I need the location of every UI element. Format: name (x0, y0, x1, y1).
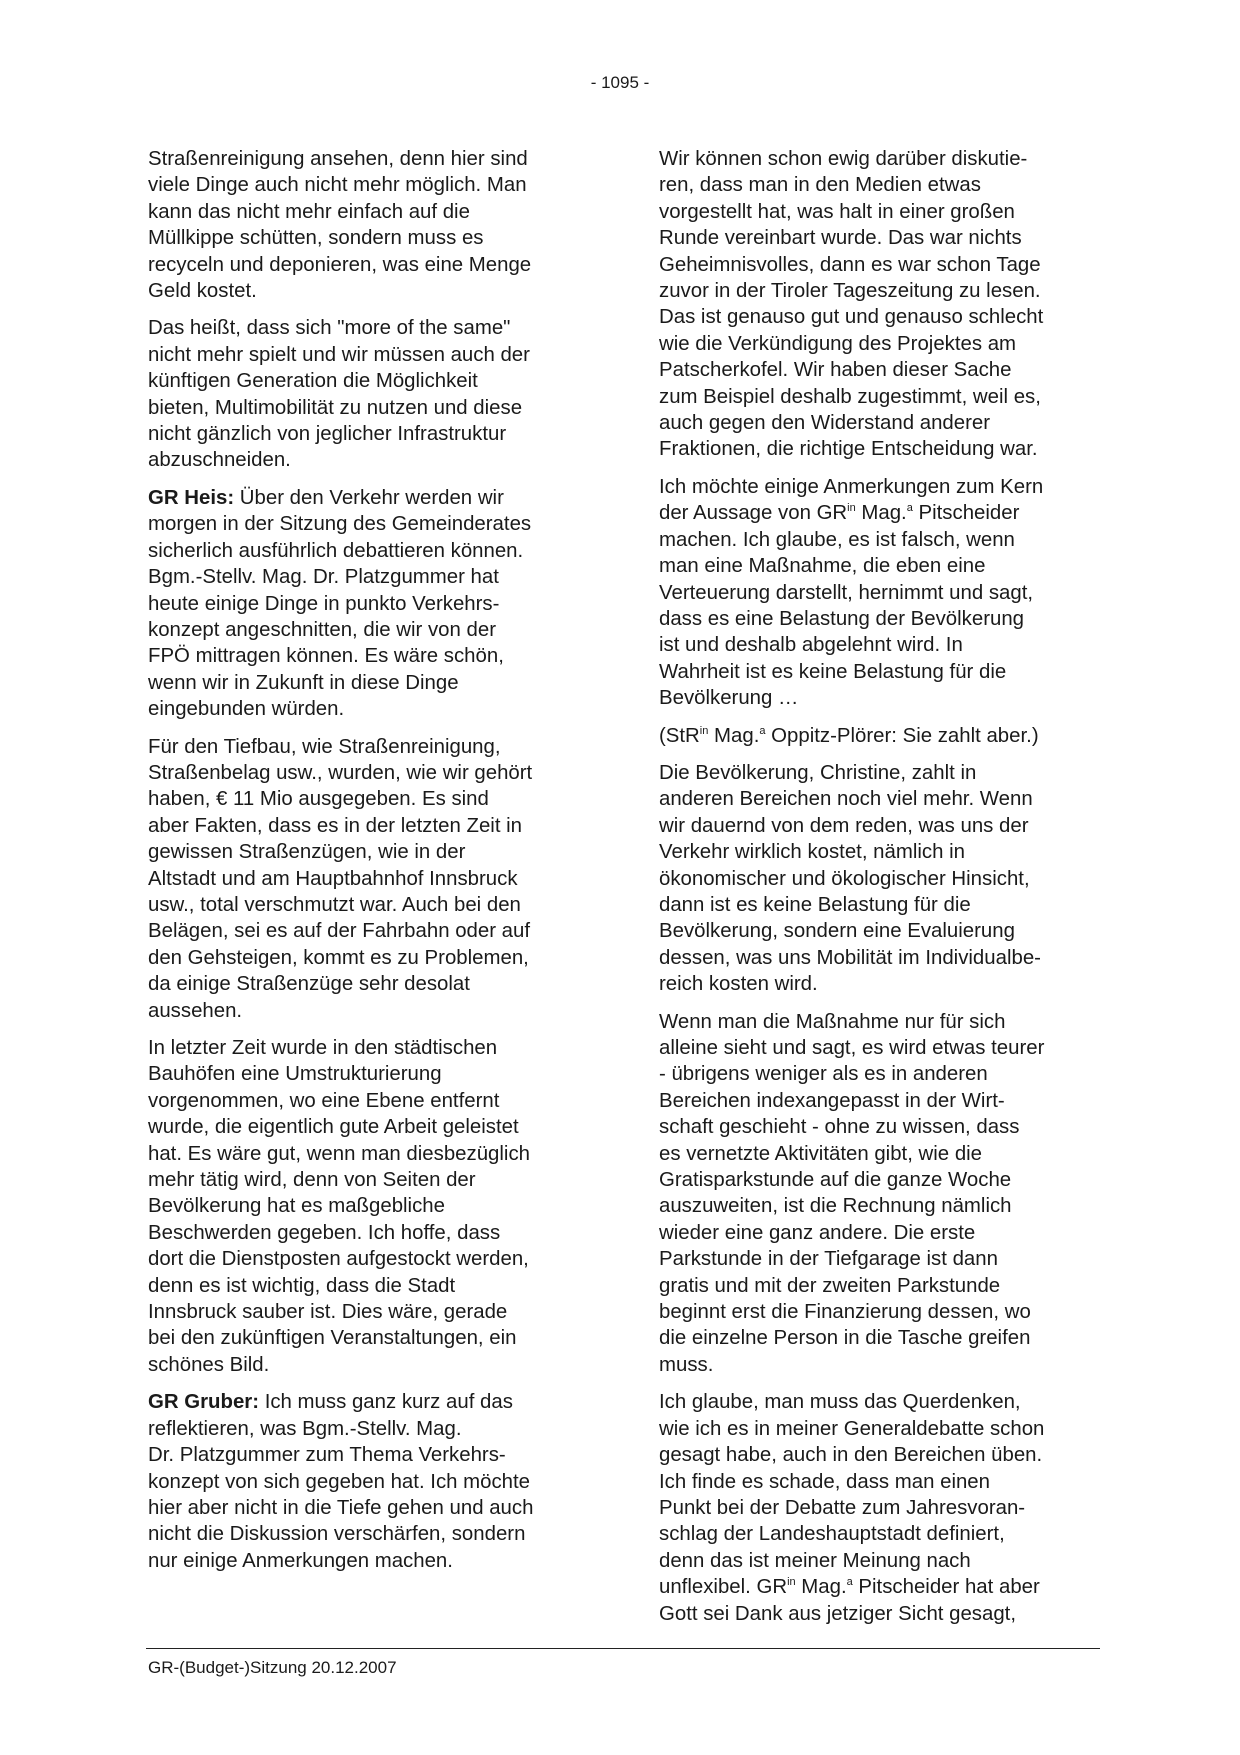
text-line: mehr tätig wird, denn von Seiten der (148, 1169, 476, 1192)
text-fragment: Pitscheider hat aber (852, 1576, 1040, 1599)
paragraph (659, 146, 1103, 463)
text-line: zum Beispiel deshalb zugestimmt, weil es, (659, 385, 1041, 408)
text-fragment: Mag. (855, 502, 907, 525)
text-line: Geld kostet. (148, 280, 257, 303)
text-line: Müllkippe schütten, sondern muss es (148, 227, 484, 250)
text-line: Geheimnisvolles, dann es war schon Tage (659, 253, 1041, 276)
text-line: ökonomischer und ökologischer Hinsicht, (659, 867, 1030, 890)
superscript: in (847, 502, 856, 515)
text-line: sicherlich ausführlich debattieren können. (148, 539, 524, 562)
text-line: die einzelne Person in die Tasche greifen (659, 1327, 1031, 1350)
text-line: Bevölkerung, sondern eine Evaluierung (659, 920, 1015, 943)
text-line: Die Bevölkerung, Christine, zahlt in (659, 761, 977, 784)
text-line: morgen in der Sitzung des Gemeinderates (148, 513, 532, 536)
superscript: in (699, 724, 709, 737)
text-line: Innsbruck sauber ist. Dies wäre, gerade (148, 1301, 508, 1324)
paragraph (148, 146, 592, 304)
text-line: Dr. Platzgummer zum Thema Verkehrs- (148, 1444, 506, 1467)
text-line: Bevölkerung … (659, 687, 799, 710)
text-line: Altstadt und am Hauptbahnhof Innsbruck (148, 867, 518, 890)
text-line (659, 1574, 1103, 1600)
text-line: anderen Bereichen noch viel mehr. Wenn (659, 788, 1033, 811)
text-line: Bereichen indexangepasst in der Wirt- (659, 1089, 1005, 1112)
text-line: wenn wir in Zukunft in diese Dinge (148, 671, 459, 694)
text-line: aber Fakten, dass es in der letzten Zeit in (148, 814, 523, 837)
text-line (659, 500, 1103, 526)
text-line: vorgenommen, wo eine Ebene entfernt (148, 1089, 500, 1112)
text-line: nur einige Anmerkungen machen. (148, 1549, 453, 1572)
text-line: Verkehr wirklich kostet, nämlich in (659, 841, 965, 864)
text-line: Ich finde es schade, dass man einen (659, 1470, 990, 1493)
text-line: Beschwerden gegeben. Ich hoffe, dass (148, 1221, 501, 1244)
text-fragment: Mag. (708, 724, 760, 747)
text-line: Straßenreinigung ansehen, denn hier sind (148, 148, 528, 170)
text-line: schönes Bild. (148, 1353, 270, 1376)
text-line: viele Dinge auch nicht mehr möglich. Man (148, 174, 527, 197)
paragraph (659, 760, 1103, 998)
text-line: kann das nicht mehr einfach auf die (148, 200, 470, 223)
text-line: Wahrheit ist es keine Belastung für die (659, 660, 1007, 683)
speaker-name: GR Heis: (148, 486, 235, 509)
right-column (659, 146, 1103, 1638)
text-fragment: Mag. (795, 1576, 847, 1599)
text-line: gewissen Straßenzügen, wie in der (148, 841, 466, 864)
text-line: haben, € 11 Mio ausgegeben. Es sind (148, 788, 489, 811)
interjection (659, 723, 1103, 749)
text-line: nicht die Diskussion verschärfen, sondern (148, 1523, 526, 1546)
paragraph (659, 1009, 1103, 1379)
text-line: schlag der Landeshauptstadt definiert, (659, 1523, 1005, 1546)
text-line: wieder eine ganz andere. Die erste (659, 1221, 976, 1244)
text-line: Gott sei Dank aus jetziger Sicht gesagt, (659, 1602, 1017, 1625)
text-line: Straßenbelag usw., wurden, wie wir gehört (148, 761, 533, 784)
text-fragment: (StR (659, 724, 700, 747)
paragraph (659, 474, 1103, 712)
superscript: a (759, 724, 766, 737)
text-line: Bgm.-Stellv. Mag. Dr. Platzgummer hat (148, 566, 499, 589)
text-fragment: Oppitz-Plörer: Sie zahlt aber.) (765, 724, 1039, 747)
text-line: nicht gänzlich von jeglicher Infrastruktur (148, 423, 507, 446)
text-line: zuvor in der Tiroler Tageszeitung zu lesen. (659, 280, 1041, 303)
paragraph (659, 1389, 1103, 1627)
text-line: Für den Tiefbau, wie Straßenreinigung, (148, 735, 501, 758)
speaker-name: GR Gruber: (148, 1391, 260, 1414)
text-line: bieten, Multimobilität zu nutzen und diese (148, 396, 523, 419)
text-line: ren, dass man in den Medien etwas (659, 174, 981, 197)
text-line: wie ich es in meiner Generaldebatte schon (659, 1417, 1045, 1440)
footer-divider (146, 1648, 1100, 1649)
text-line: Punkt bei der Debatte zum Jahresvoran- (659, 1496, 1026, 1519)
text-line: nicht mehr spielt und wir müssen auch der (148, 343, 530, 366)
text-line: - übrigens weniger als es in anderen (659, 1063, 988, 1086)
text-line: dessen, was uns Mobilität im Individualbe- (659, 946, 1041, 969)
text-line: heute einige Dinge in punkto Verkehrs- (148, 592, 500, 615)
text-line: Parkstunde in der Tiefgarage ist dann (659, 1248, 998, 1271)
text-line: wie die Verkündigung des Projektes am (659, 332, 1017, 355)
text-line: dort die Dienstposten aufgestockt werden, (148, 1248, 529, 1271)
text-line: Runde vereinbart wurde. Das war nichts (659, 227, 1022, 250)
text-line (659, 723, 1103, 749)
text-line: Bauhöfen eine Umstrukturierung (148, 1063, 442, 1086)
text-line: künftigen Generation die Möglichkeit (148, 370, 478, 393)
text-fragment: unflexibel. GR (659, 1576, 788, 1599)
footer-text: GR-(Budget-)Sitzung 20.12.2007 (148, 1658, 397, 1677)
text-line: aussehen. (148, 999, 243, 1022)
text-line: denn das ist meiner Meinung nach (659, 1549, 971, 1572)
superscript: in (787, 1576, 796, 1589)
text-line: reich kosten wird. (659, 973, 818, 996)
text-line: bei den zukünftigen Veranstaltungen, ein (148, 1327, 517, 1350)
text-line: beginnt erst die Finanzierung dessen, wo (659, 1301, 1031, 1324)
text-line: hier aber nicht in die Tiefe gehen und auch (148, 1496, 534, 1519)
text-line: man eine Maßnahme, die eben eine (659, 555, 986, 578)
text-line: konzept von sich gegeben hat. Ich möchte (148, 1470, 531, 1493)
text-line: machen. Ich glaube, es ist falsch, wenn (659, 528, 1015, 551)
text-line: In letzter Zeit wurde in den städtischen (148, 1037, 498, 1059)
text-line: Gratisparkstunde auf die ganze Woche (659, 1169, 1012, 1192)
text-line: wir dauernd von dem reden, was uns der (659, 814, 1029, 837)
paragraph (148, 734, 592, 1024)
text-line: konzept angeschnitten, die wir von der (148, 618, 496, 641)
text-line: dann ist es keine Belastung für die (659, 893, 971, 916)
text-line: da einige Straßenzüge sehr desolat (148, 973, 470, 996)
text-line: Wenn man die Maßnahme nur für sich (659, 1010, 1006, 1033)
text-line: Wir können schon ewig darüber diskutie- (659, 148, 1028, 170)
text-line (148, 1389, 592, 1415)
text-line: alleine sieht und sagt, es wird etwas teurer (659, 1037, 1045, 1059)
text-line: eingebunden würden. (148, 698, 345, 721)
superscript: a (906, 502, 913, 515)
text-fragment: Ich muss ganz kurz auf das (259, 1391, 513, 1414)
text-line: Das ist genauso gut und genauso schlecht (659, 306, 1044, 329)
left-column (148, 146, 592, 1585)
page-number: - 1095 - (590, 73, 650, 92)
text-line: Fraktionen, die richtige Entscheidung war. (659, 438, 1038, 461)
text-line: vorgestellt hat, was halt in einer großen (659, 200, 1015, 223)
text-line: den Gehsteigen, kommt es zu Problemen, (148, 946, 529, 969)
text-line: Patscherkofel. Wir haben dieser Sache (659, 359, 1012, 382)
text-line: gesagt habe, auch in den Bereichen üben. (659, 1444, 1043, 1467)
text-line: Ich glaube, man muss das Querdenken, (659, 1391, 1021, 1414)
text-fragment: Über den Verkehr werden wir (234, 486, 504, 509)
text-fragment: der Aussage von GR (659, 502, 848, 525)
text-line: gratis und mit der zweiten Parkstunde (659, 1274, 1001, 1297)
text-line: ist und deshalb abgelehnt wird. In (659, 634, 963, 657)
text-fragment: Pitscheider (912, 502, 1020, 525)
speaker-paragraph-gruber (148, 1389, 592, 1574)
text-line: usw., total verschmutzt war. Auch bei den (148, 893, 521, 916)
text-line: auszuweiten, ist die Rechnung nämlich (659, 1195, 1012, 1218)
text-line: abzuschneiden. (148, 449, 291, 472)
text-line: recyceln und deponieren, was eine Menge (148, 253, 532, 276)
paragraph (148, 315, 592, 473)
text-line: Das heißt, dass sich "more of the same" (148, 317, 511, 340)
text-line: wurde, die eigentlich gute Arbeit geleistet (148, 1116, 519, 1139)
text-line: schaft geschieht - ohne zu wissen, dass (659, 1116, 1020, 1139)
text-line: denn es ist wichtig, dass die Stadt (148, 1274, 456, 1297)
superscript: a (846, 1576, 853, 1589)
text-line: hat. Es wäre gut, wenn man diesbezüglich (148, 1142, 530, 1165)
speaker-paragraph-heis (148, 485, 592, 723)
text-line: reflektieren, was Bgm.-Stellv. Mag. (148, 1417, 462, 1440)
text-line: FPÖ mittragen können. Es wäre schön, (148, 645, 504, 668)
text-line: dass es eine Belastung der Bevölkerung (659, 607, 1025, 630)
text-line: muss. (659, 1353, 714, 1376)
paragraph (148, 1035, 592, 1378)
text-line: Verteuerung darstellt, hernimmt und sagt, (659, 581, 1034, 604)
text-line: Belägen, sei es auf der Fahrbahn oder auf (148, 920, 531, 943)
text-line (148, 485, 592, 511)
text-line: Bevölkerung hat es maßgebliche (148, 1195, 445, 1218)
text-line: es vernetzte Aktivitäten gibt, wie die (659, 1142, 983, 1165)
text-line: auch gegen den Widerstand anderer (659, 412, 991, 435)
text-line: Ich möchte einige Anmerkungen zum Kern (659, 475, 1044, 498)
